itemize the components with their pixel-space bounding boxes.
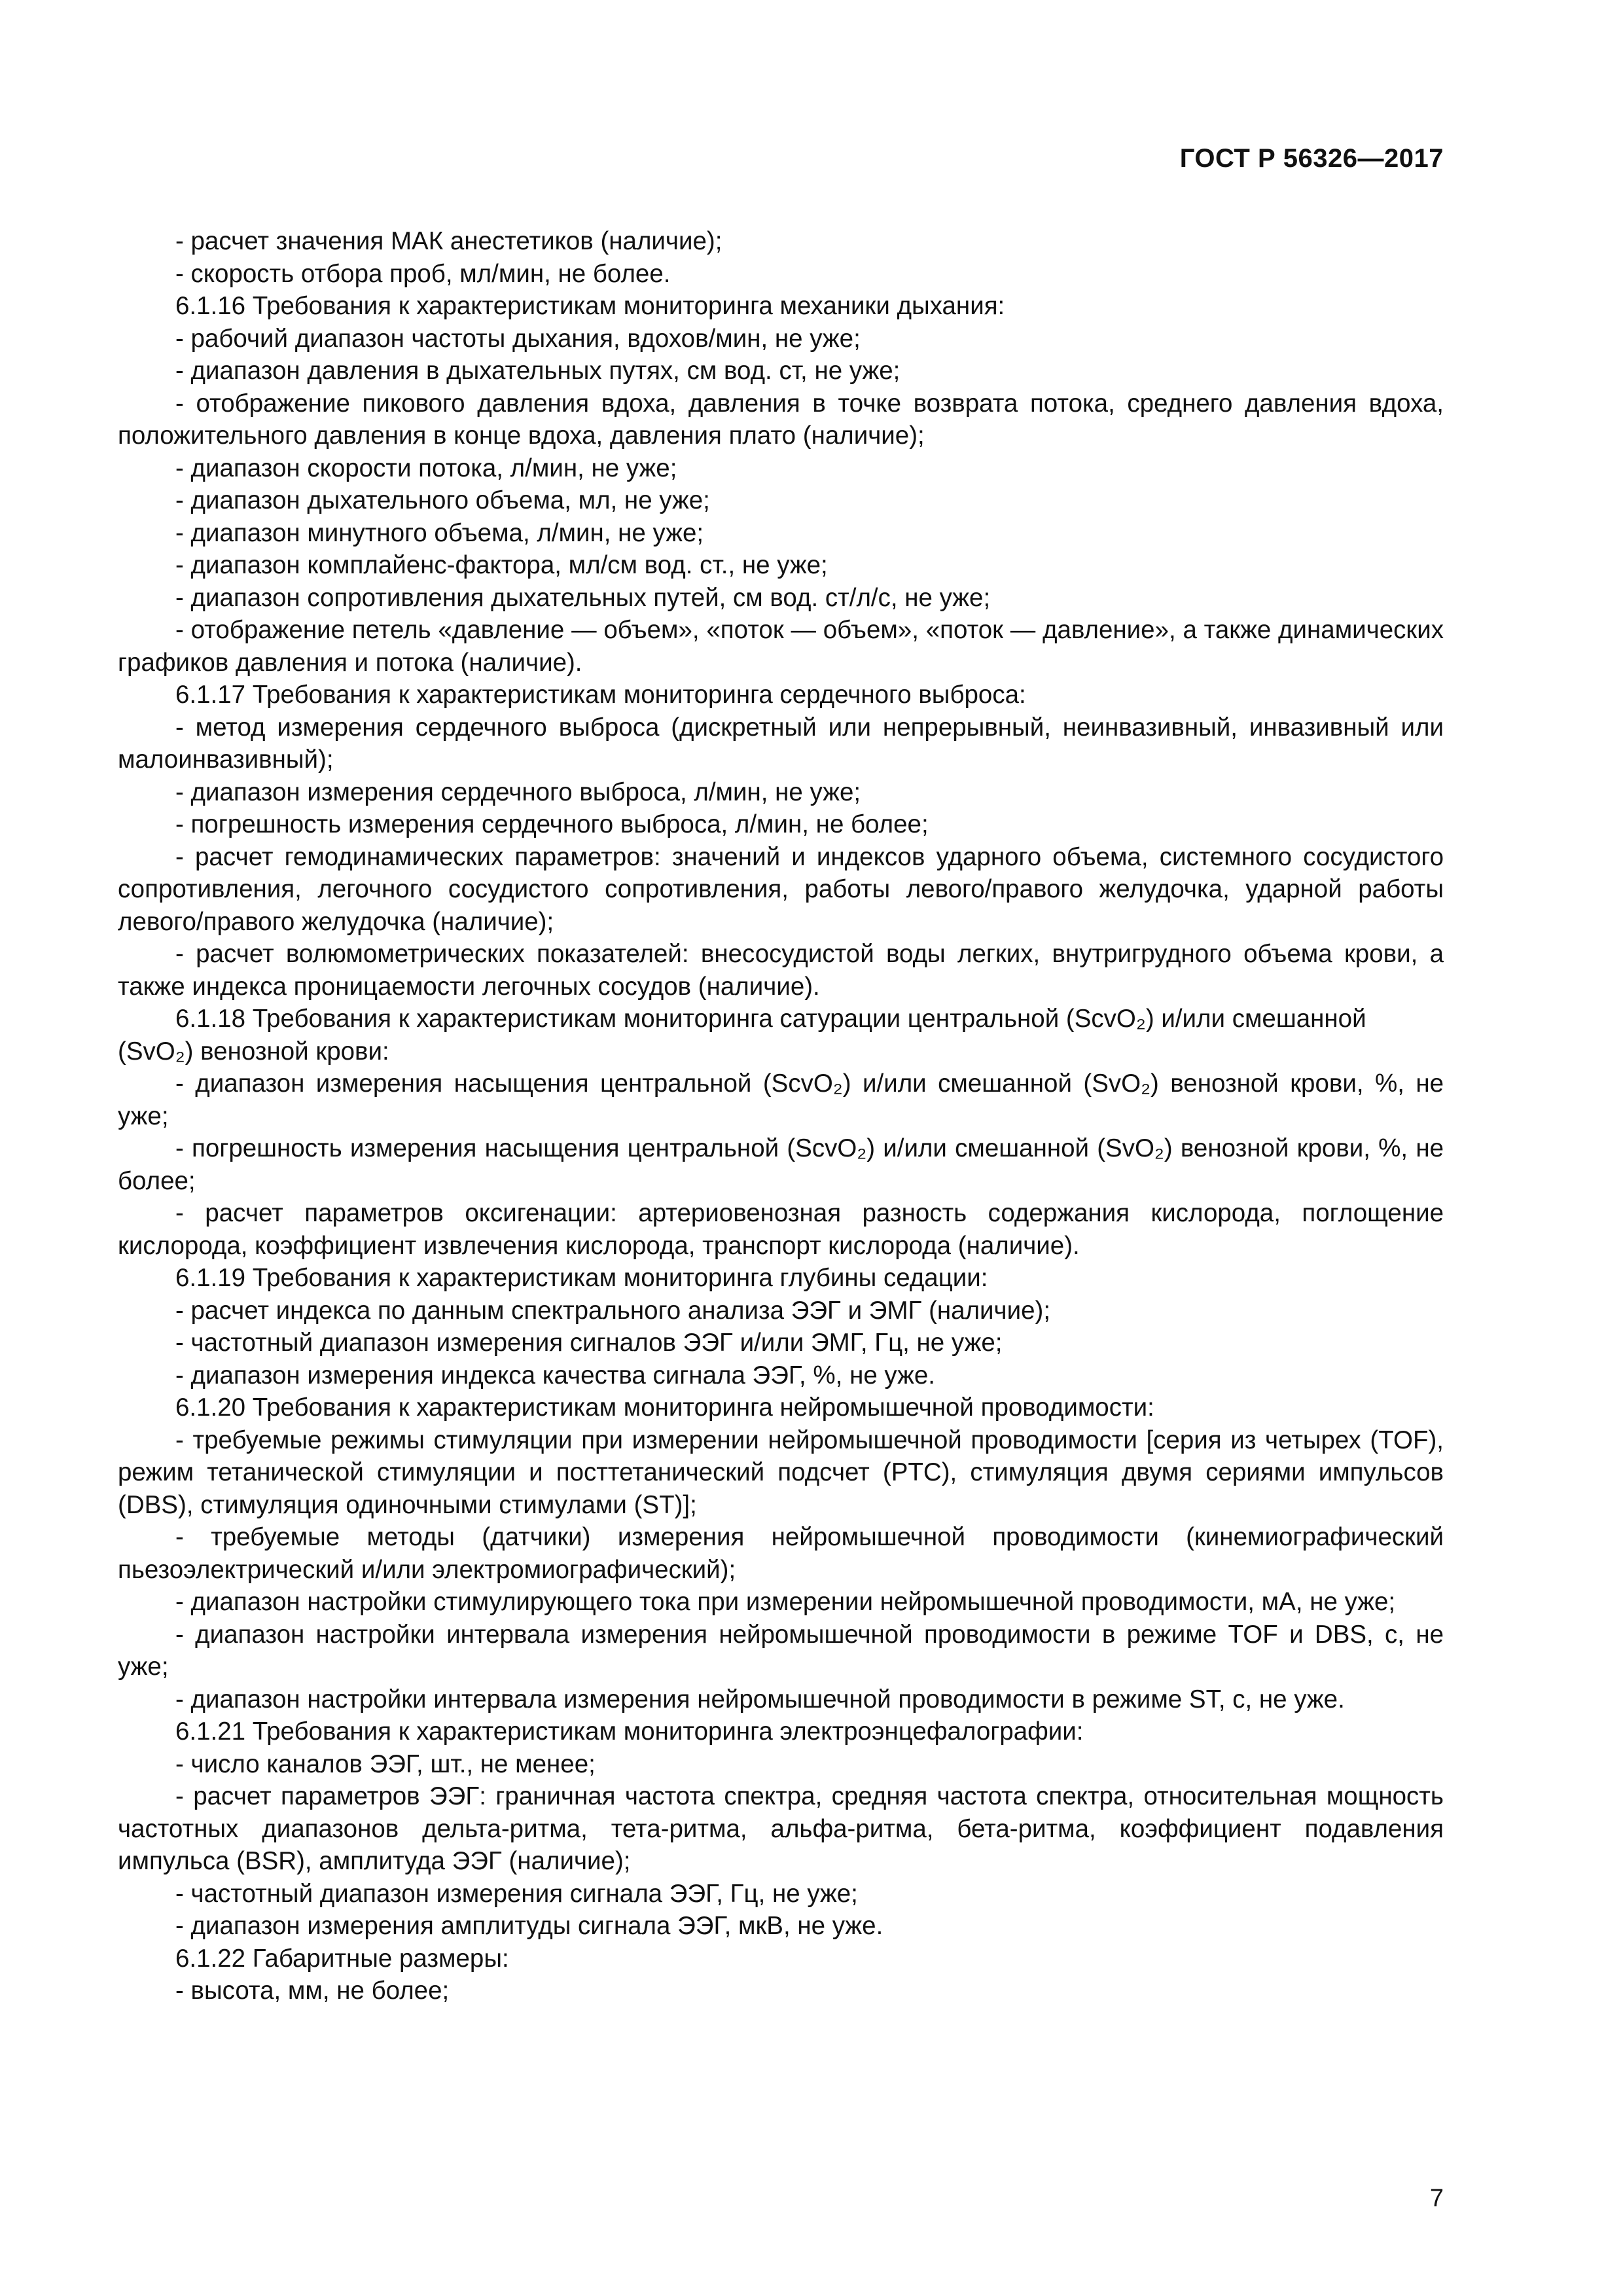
- list-item: - расчет волюмометрических показателей: внесосудистой воды легких, внутригрудного объема крови, а также индекса проницаемости легочных сосудов (наличие).: [118, 940, 1444, 1001]
- list-item: - диапазон скорости потока, л/мин, не уже;: [175, 454, 677, 482]
- section-heading: 6.1.20 Требования к характеристикам мониторинга нейромышечной проводимости:: [175, 1393, 1154, 1422]
- list-item: - диапазон минутного объема, л/мин, не уже;: [175, 518, 704, 547]
- list-item: - требуемые режимы стимуляции при измерении нейромышечной проводимости [серия из четырех (TOF), режим тетанической стимуляции и посттетанический подсчет (PTC), стимуляция двумя сериями импульсов (DBS), стимуляция одиночными стимулами (ST)];: [118, 1426, 1444, 1519]
- list-item: - погрешность измерения насыщения центральной (ScvO₂) и/или смешанной (SvO₂) венозной крови, %, не более;: [118, 1134, 1444, 1195]
- section-heading: 6.1.22 Габаритные размеры:: [175, 1944, 509, 1973]
- section-heading: 6.1.17 Требования к характеристикам мониторинга сердечного выброса:: [175, 681, 1026, 709]
- list-item: - диапазон настройки интервала измерения нейромышечной проводимости в режиме TOF и DBS, с, не уже;: [118, 1620, 1444, 1681]
- list-item: - рабочий диапазон частоты дыхания, вдохов/мин, не уже;: [175, 324, 861, 353]
- list-item: - расчет параметров оксигенации: артериовенозная разность содержания кислорода, поглощение кислорода, коэффициент извлечения кислорода, транспорт кислорода (наличие).: [118, 1199, 1444, 1260]
- list-item: - диапазон давления в дыхательных путях, см вод. ст, не уже;: [175, 357, 901, 385]
- list-item: - диапазон дыхательного объема, мл, не уже;: [175, 486, 710, 514]
- list-item: - расчет индекса по данным спектрального анализа ЭЭГ и ЭМГ (наличие);: [175, 1296, 1051, 1325]
- list-item: - частотный диапазон измерения сигнала ЭЭГ, Гц, не уже;: [175, 1879, 858, 1908]
- section-heading: 6.1.18 Требования к характеристикам мониторинга сатурации центральной (ScvO₂) и/или смешанной (SvO₂) венозной крови:: [118, 1005, 1366, 1066]
- list-item: - диапазон измерения сердечного выброса, л/мин, не уже;: [175, 778, 861, 806]
- section-heading: 6.1.16 Требования к характеристикам мониторинга механики дыхания:: [175, 292, 1005, 320]
- list-item: - отображение петель «давление — объем», «поток — объем», «поток — давление», а также динамических графиков давления и потока (наличие).: [118, 616, 1444, 677]
- list-item: - число каналов ЭЭГ, шт., не менее;: [175, 1749, 596, 1778]
- list-item: - диапазон измерения насыщения центральной (ScvO₂) и/или смешанной (SvO₂) венозной крови, %, не уже;: [118, 1069, 1444, 1130]
- list-item: - скорость отбора проб, мл/мин, не более.: [175, 259, 671, 288]
- list-item: - диапазон сопротивления дыхательных путей, см вод. ст/л/с, не уже;: [175, 583, 991, 612]
- document-code-header: ГОСТ Р 56326—2017: [1179, 144, 1444, 173]
- list-item: - диапазон комплайенс-фактора, мл/см вод. ст., не уже;: [175, 551, 828, 579]
- section-heading: 6.1.21 Требования к характеристикам мониторинга электроэнцефалографии:: [175, 1717, 1084, 1746]
- page-number: 7: [1429, 2185, 1444, 2212]
- list-item: - отображение пикового давления вдоха, давления в точке возврата потока, среднего давления вдоха, положительного давления в конце вдоха, давления плато (наличие);: [118, 389, 1444, 450]
- list-item: - погрешность измерения сердечного выброса, л/мин, не более;: [175, 810, 929, 838]
- list-item: - расчет гемодинамических параметров: значений и индексов ударного объема, системного сосудистого сопротивления, легочного сосудистого сопротивления, работы левого/правого желудочка, ударной работы левого/правого желудочка (наличие);: [118, 842, 1444, 936]
- list-item: - диапазон измерения амплитуды сигнала ЭЭГ, мкВ, не уже.: [175, 1912, 883, 1940]
- list-item: - расчет параметров ЭЭГ: граничная частота спектра, средняя частота спектра, относительная мощность частотных диапазонов дельта-ритма, тета-ритма, альфа-ритма, бета-ритма, коэффициент подавления импульса (BSR), амплитуда ЭЭГ (наличие);: [118, 1782, 1444, 1875]
- list-item: - диапазон настройки стимулирующего тока при измерении нейромышечной проводимости, мА, не уже;: [175, 1588, 1396, 1616]
- list-item: - требуемые методы (датчики) измерения нейромышечной проводимости (кинемиографический пьезоэлектрический и/или электромиографический);: [118, 1523, 1444, 1584]
- list-item: - высота, мм, не более;: [175, 1977, 450, 2005]
- list-item: - частотный диапазон измерения сигналов ЭЭГ и/или ЭМГ, Гц, не уже;: [175, 1329, 1003, 1357]
- list-item: - метод измерения сердечного выброса (дискретный или непрерывный, неинвазивный, инвазивный или малоинвазивный);: [118, 713, 1444, 774]
- document-body: [118, 225, 1444, 2007]
- list-item: - диапазон измерения индекса качества сигнала ЭЭГ, %, не уже.: [175, 1361, 935, 1390]
- section-heading: 6.1.19 Требования к характеристикам мониторинга глубины седации:: [175, 1264, 988, 1292]
- list-item: - диапазон настройки интервала измерения нейромышечной проводимости в режиме ST, с, не уже.: [175, 1685, 1345, 1713]
- list-item: - расчет значения МАК анестетиков (наличие);: [175, 227, 722, 255]
